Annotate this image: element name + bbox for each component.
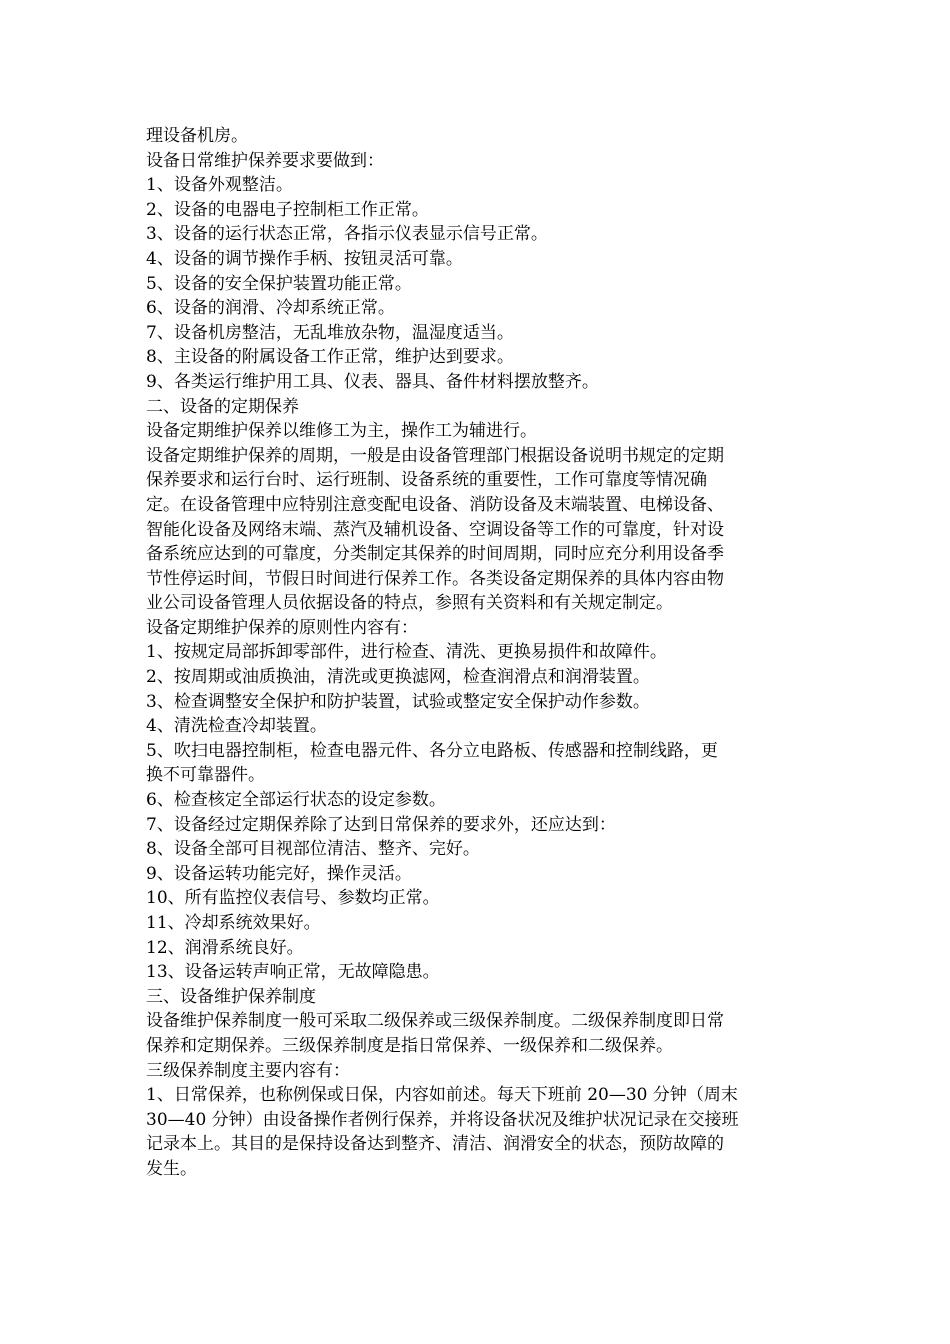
text-line: 5、设备的安全保护装置功能正常。 <box>146 273 412 294</box>
text-line: 设备日常维护保养要求要做到： <box>146 150 384 171</box>
text-line: 二、设备的定期保养 <box>146 396 299 417</box>
text-line: 业公司设备管理人员依据设备的特点，参照有关资料和有关规定制定。 <box>146 593 673 614</box>
text-line: 7、设备机房整洁，无乱堆放杂物，温湿度适当。 <box>146 322 514 343</box>
text-line: 记录本上。其目的是保持设备达到整齐、清洁、润滑安全的状态，预防故障的 <box>146 1134 724 1155</box>
text-line: 6、检查核定全部运行状态的设定参数。 <box>146 790 446 811</box>
text-line: 保养要求和运行台时、运行班制、设备系统的重要性，工作可靠度等情况确 <box>146 470 707 491</box>
text-line: 理设备机房。 <box>146 126 248 146</box>
text-line: 三、设备维护保养制度 <box>146 986 316 1007</box>
text-line: 换不可靠器件。 <box>146 765 265 786</box>
text-line: 1、按规定局部拆卸零部件，进行检查、清洗、更换易损件和故障件。 <box>146 642 667 663</box>
text-line: 8、设备全部可目视部位清洁、整齐、完好。 <box>146 839 480 860</box>
text-line: 节性停运时间，节假日时间进行保养工作。各类设备定期保养的具体内容由物 <box>146 568 724 589</box>
text-line: 5、吹扫电器控制柜，检查电器元件、各分立电路板、传感器和控制线路，更 <box>146 740 718 761</box>
text-line: 3、设备的运行状态正常，各指示仪表显示信号正常。 <box>146 224 548 245</box>
text-line: 1、日常保养，也称例保或日保，内容如前述。每天下班前 20—30 分钟（周末 <box>146 1085 738 1106</box>
text-line: 11、冷却系统效果好。 <box>146 913 321 933</box>
text-line: 12、润滑系统良好。 <box>146 937 304 958</box>
text-line: 3、检查调整安全保护和防护装置，试验或整定安全保护动作参数。 <box>146 691 650 712</box>
text-line: 4、清洗检查冷却装置。 <box>146 716 327 737</box>
text-line: 设备定期维护保养的周期，一般是由设备管理部门根据设备说明书规定的定期 <box>146 445 724 466</box>
text-line: 发生。 <box>146 1158 197 1179</box>
text-line: 备系统应达到的可靠度，分类制定其保养的时间周期，同时应充分利用设备季 <box>146 544 724 565</box>
text-line: 2、按周期或油质换油，清洗或更换滤网，检查润滑点和润滑装置。 <box>146 667 650 688</box>
text-line: 设备维护保养制度一般可采取二级保养或三级保养制度。二级保养制度即日常 <box>146 1011 724 1032</box>
text-line: 2、设备的电器电子控制柜工作正常。 <box>146 199 429 220</box>
text-line: 30—40 分钟）由设备操作者例行保养，并将设备状况及维护状况记录在交接班 <box>146 1109 739 1130</box>
text-line: 6、设备的润滑、冷却系统正常。 <box>146 298 395 319</box>
text-line: 4、设备的调节操作手柄、按钮灵活可靠。 <box>146 248 463 269</box>
text-line: 13、设备运转声响正常，无故障隐患。 <box>146 962 440 983</box>
text-line: 智能化设备及网络末端、蒸汽及辅机设备、空调设备等工作的可靠度，针对设 <box>146 519 724 540</box>
text-line: 9、各类运行维护用工具、仪表、器具、备件材料摆放整齐。 <box>146 371 599 392</box>
text-line: 定。在设备管理中应特别注意变配电设备、消防设备及末端装置、电梯设备、 <box>146 494 724 515</box>
text-line: 1、设备外观整洁。 <box>146 175 293 196</box>
text-line: 设备定期维护保养的原则性内容有： <box>146 617 418 638</box>
text-line: 8、主设备的附属设备工作正常，维护达到要求。 <box>146 347 514 368</box>
text-line: 三级保养制度主要内容有： <box>146 1060 350 1081</box>
text-line: 9、设备运转功能完好，操作灵活。 <box>146 863 412 884</box>
text-line: 设备定期维护保养以维修工为主，操作工为辅进行。 <box>146 421 537 442</box>
document-body <box>146 124 806 1182</box>
text-line: 7、设备经过定期保养除了达到日常保养的要求外，还应达到： <box>146 814 616 835</box>
text-line: 10、所有监控仪表信号、参数均正常。 <box>146 888 440 909</box>
text-line: 保养和定期保养。三级保养制度是指日常保养、一级保养和二级保养。 <box>146 1035 673 1056</box>
